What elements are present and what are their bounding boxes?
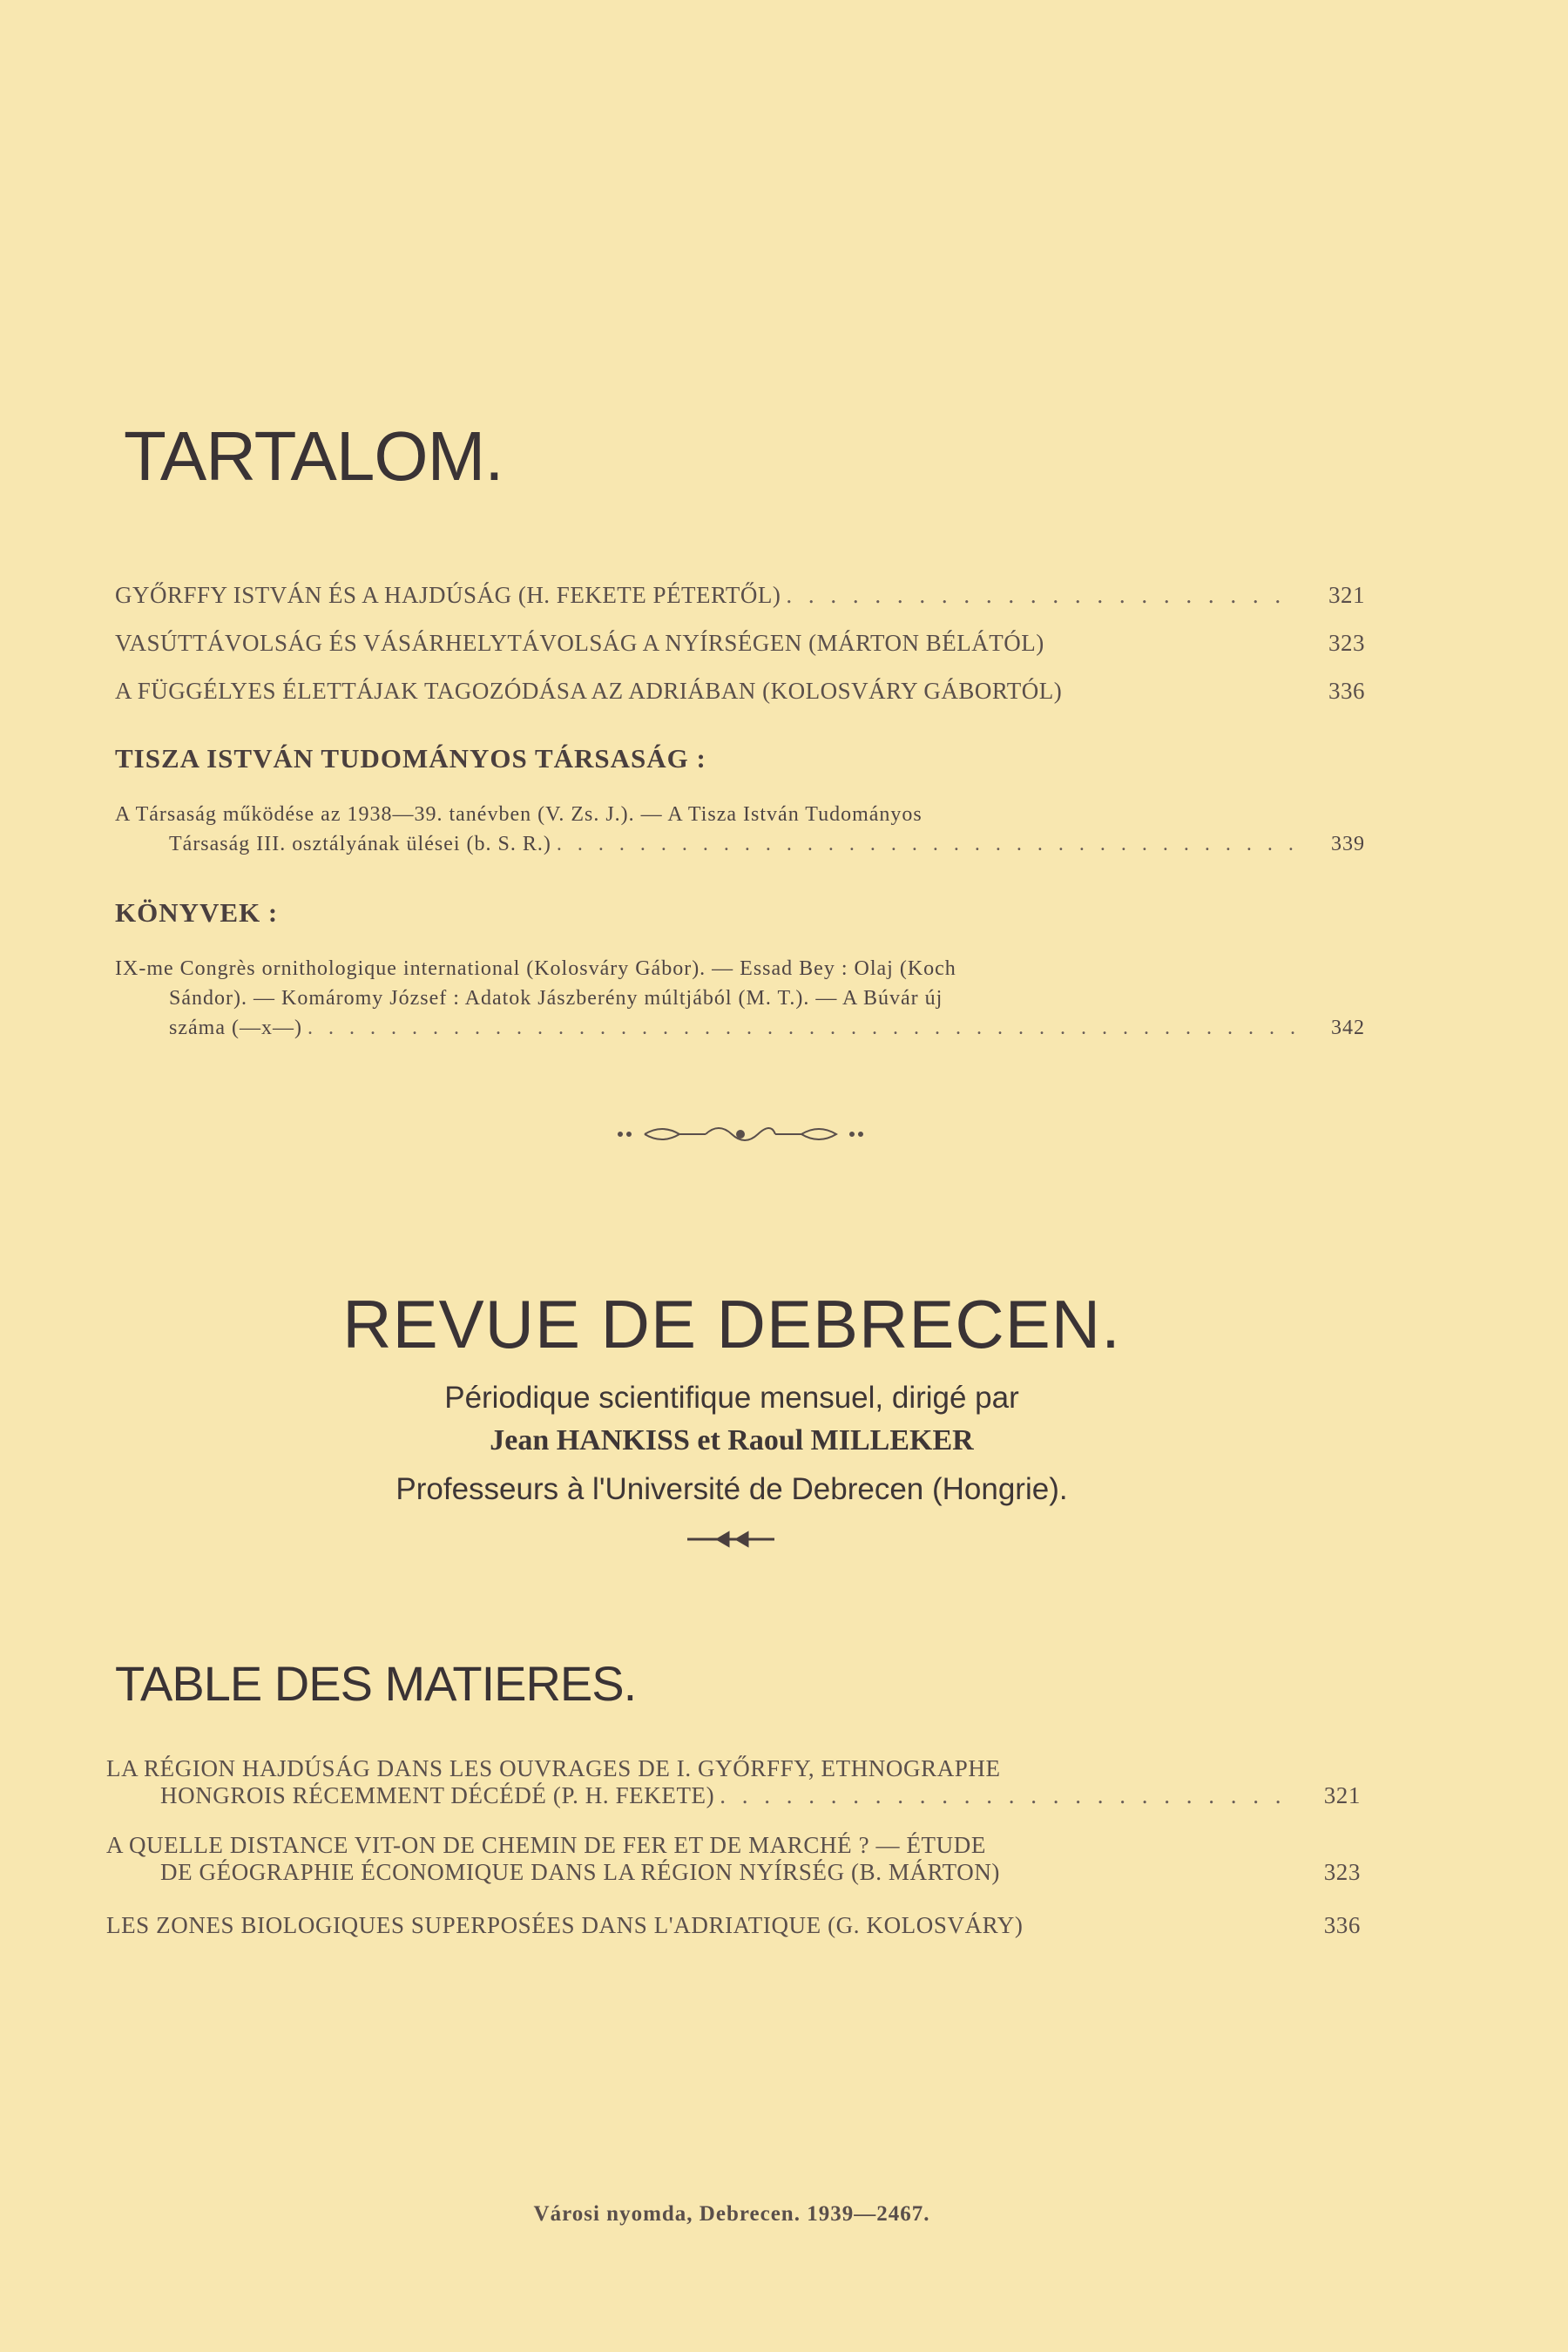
toc-entry-title: A FÜGGÉLYES ÉLETTÁJAK TAGOZÓDÁSA AZ ADRIÁBAN (KOLOSVÁRY GÁBORTÓL)	[115, 678, 1063, 704]
toc-entry-page: 323	[1328, 630, 1365, 656]
toc-entry-title: GYŐRFFY ISTVÁN ÉS A HAJDÚSÁG (H. FEKETE PÉTERTŐL)	[115, 582, 781, 608]
table-entry-page: 336	[1323, 1912, 1361, 1938]
table-entry	[106, 1912, 1361, 1939]
society-entry	[115, 800, 1365, 859]
table-entry-line: A QUELLE DISTANCE VIT-ON DE CHEMIN DE FER ET DE MARCHÉ ? — ÉTUDE	[106, 1832, 986, 1858]
society-entry-page: 339	[1331, 833, 1365, 855]
society-entry-line: Társaság III. osztályának ülései (b. S. R.)	[169, 833, 551, 855]
leader-dots	[308, 1013, 1294, 1043]
revue-affiliation: Professeurs à l'Université de Debrecen (Hongrie).	[395, 1472, 1068, 1506]
table-entry	[106, 1755, 1361, 1809]
toc-entry	[115, 678, 1365, 705]
table-entry-line: DE GÉOGRAPHIE ÉCONOMIQUE DANS LA RÉGION NYÍRSÉG (B. MÁRTON)	[160, 1859, 1001, 1885]
leader-dots	[557, 829, 1294, 859]
leader-dots	[720, 1782, 1290, 1809]
toc-entry	[115, 630, 1365, 657]
society-entry-line: A Társaság működése az 1938—39. tanévben (V. Zs. J.). — A Tisza István Tudományos	[115, 803, 923, 826]
revue-editors: Jean HANKISS et Raoul MILLEKER	[490, 1424, 974, 1456]
society-heading: TISZA ISTVÁN TUDOMÁNYOS TÁRSASÁG :	[115, 743, 706, 774]
revue-title: REVUE DE DEBRECEN.	[342, 1286, 1121, 1362]
ornament-divider-icon	[610, 1117, 871, 1152]
table-heading: TABLE DES MATIERES.	[115, 1656, 637, 1711]
leader-dots	[786, 582, 1294, 609]
table-entry	[106, 1832, 1361, 1886]
printer-footer: Városi nyomda, Debrecen. 1939—2467.	[533, 2202, 930, 2226]
books-entry	[115, 954, 1365, 1043]
table-entry-line: HONGROIS RÉCEMMENT DÉCÉDÉ (P. H. FEKETE)	[160, 1782, 715, 1808]
toc-entry-page: 321	[1328, 582, 1365, 608]
tartalom-heading: TARTALOM.	[124, 417, 504, 495]
toc-entry	[115, 582, 1365, 609]
toc-entry-page: 336	[1328, 678, 1365, 704]
table-entry-line: LES ZONES BIOLOGIQUES SUPERPOSÉES DANS L'ADRIATIQUE (G. KOLOSVÁRY)	[106, 1912, 1024, 1938]
books-entry-line: száma (—x—)	[169, 1017, 302, 1039]
toc-entry-title: VASÚTTÁVOLSÁG ÉS VÁSÁRHELYTÁVOLSÁG A NYÍRSÉGEN (MÁRTON BÉLÁTÓL)	[115, 630, 1044, 656]
books-entry-line: IX-me Congrès ornithologique international (Kolosváry Gábor). — Essad Bey : Olaj (Koch	[115, 957, 956, 980]
small-ornament-icon	[683, 1529, 779, 1550]
table-entry-page: 321	[1323, 1782, 1361, 1808]
books-entry-page: 342	[1331, 1017, 1365, 1039]
books-entry-line: Sándor). — Komáromy József : Adatok Jászberény múltjából (M. T.). — A Búvár új	[169, 987, 943, 1010]
table-entry-line: LA RÉGION HAJDÚSÁG DANS LES OUVRAGES DE I. GYŐRFFY, ETHNOGRAPHE	[106, 1755, 1001, 1781]
books-heading: KÖNYVEK :	[115, 897, 279, 928]
table-entry-page: 323	[1323, 1859, 1361, 1885]
revue-subtitle: Périodique scientifique mensuel, dirigé par	[444, 1381, 1019, 1415]
